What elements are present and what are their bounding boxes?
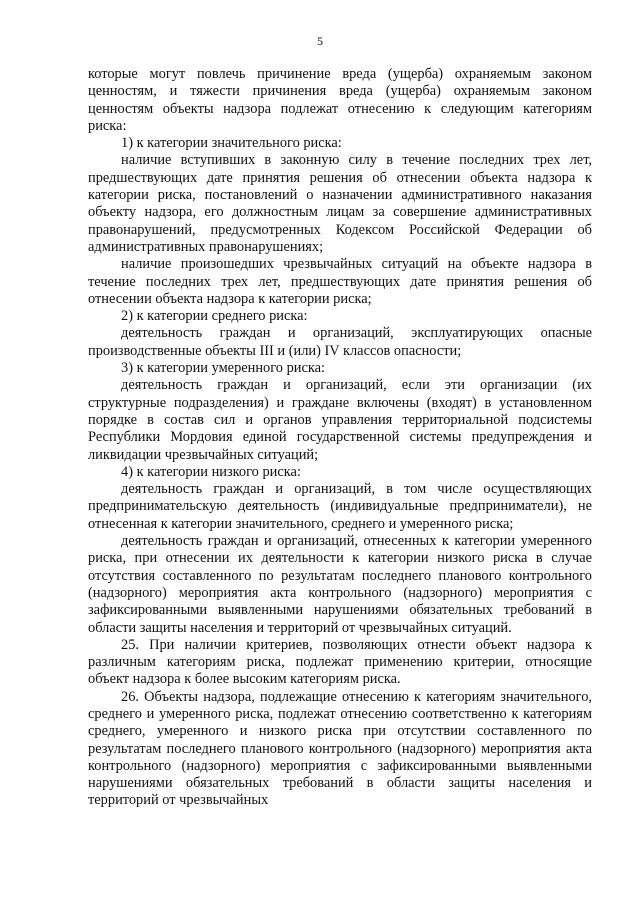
paragraph: деятельность граждан и организаций, в том числе осуществляющих предпринимательскую деятельность (индивидуальные предприниматели), не отнесенная к категории значительного, среднего и умеренного риска;	[88, 481, 592, 532]
paragraph: деятельность граждан и организаций, эксплуатирующих опасные производственные объекты III и (или) IV классов опасности;	[88, 325, 592, 359]
paragraph: 25. При наличии критериев, позволяющих отнести объект надзора к различным категориям риска, подлежат применению критерии, относящие объект надзора к более высоким категориям риска.	[88, 636, 592, 688]
paragraph: наличие произошедших чрезвычайных ситуаций на объекте надзора в течение последних трех лет, предшествующих дате принятия решения об отнесении объекта надзора к категории риска;	[88, 256, 592, 307]
paragraph: наличие вступивших в законную силу в течение последних трех лет, предшествующих дате принятия решения об отнесении объекта надзора к категории риска, постановлений о назначении административного наказания объекту надзора, его должностным лицам за совершение административных правонарушений, предусмотренных Кодексом Российской Федерации об административных правонарушениях;	[88, 152, 592, 255]
page-number: 5	[317, 34, 323, 48]
paragraph: 3) к категории умеренного риска:	[121, 360, 326, 377]
paragraph: 4) к категории низкого риска:	[121, 463, 301, 480]
paragraph: 2) к категории среднего риска:	[121, 308, 308, 325]
paragraph: 26. Объекты надзора, подлежащие отнесению к категориям значительного, среднего и умеренного риска, подлежат отнесению соответственно к категориям среднего, умеренного и низкого риска при отсутствии составленного по результатам последнего планового контрольного (надзорного) мероприятия акта контрольного (надзорного) мероприятия с зафиксированными выявленными нарушениями обязательных требований в области защиты населения и территорий от чрезвычайных	[88, 688, 592, 809]
paragraph: деятельность граждан и организаций, отнесенных к категории умеренного риска, при отнесении их деятельности к категории низкого риска в случае отсутствия составленного по результатам последнего планового контрольного (надзорного) мероприятия акта контрольного (надзорного) мероприятия с зафиксированными выявленными нарушениями обязательных требований в области защиты населения и территорий от чрезвычайных ситуаций.	[88, 533, 592, 636]
paragraph: деятельность граждан и организаций, если эти организации (их структурные подразделения) и граждане включены (входят) в установленном порядке в состав сил и органов управления территориальной подсистемы Республики Мордовия единой государственной системы предупреждения и ликвидации чрезвычайных ситуаций;	[88, 377, 592, 463]
paragraph: 1) к категории значительного риска:	[121, 135, 342, 152]
document-body	[88, 66, 592, 810]
paragraph: которые могут повлечь причинение вреда (ущерба) охраняемым законом ценностям, и тяжести причинения вреда (ущерба) охраняемым законом ценностям объекты надзора подлежат отнесению к следующим категориям риска:	[88, 66, 592, 134]
